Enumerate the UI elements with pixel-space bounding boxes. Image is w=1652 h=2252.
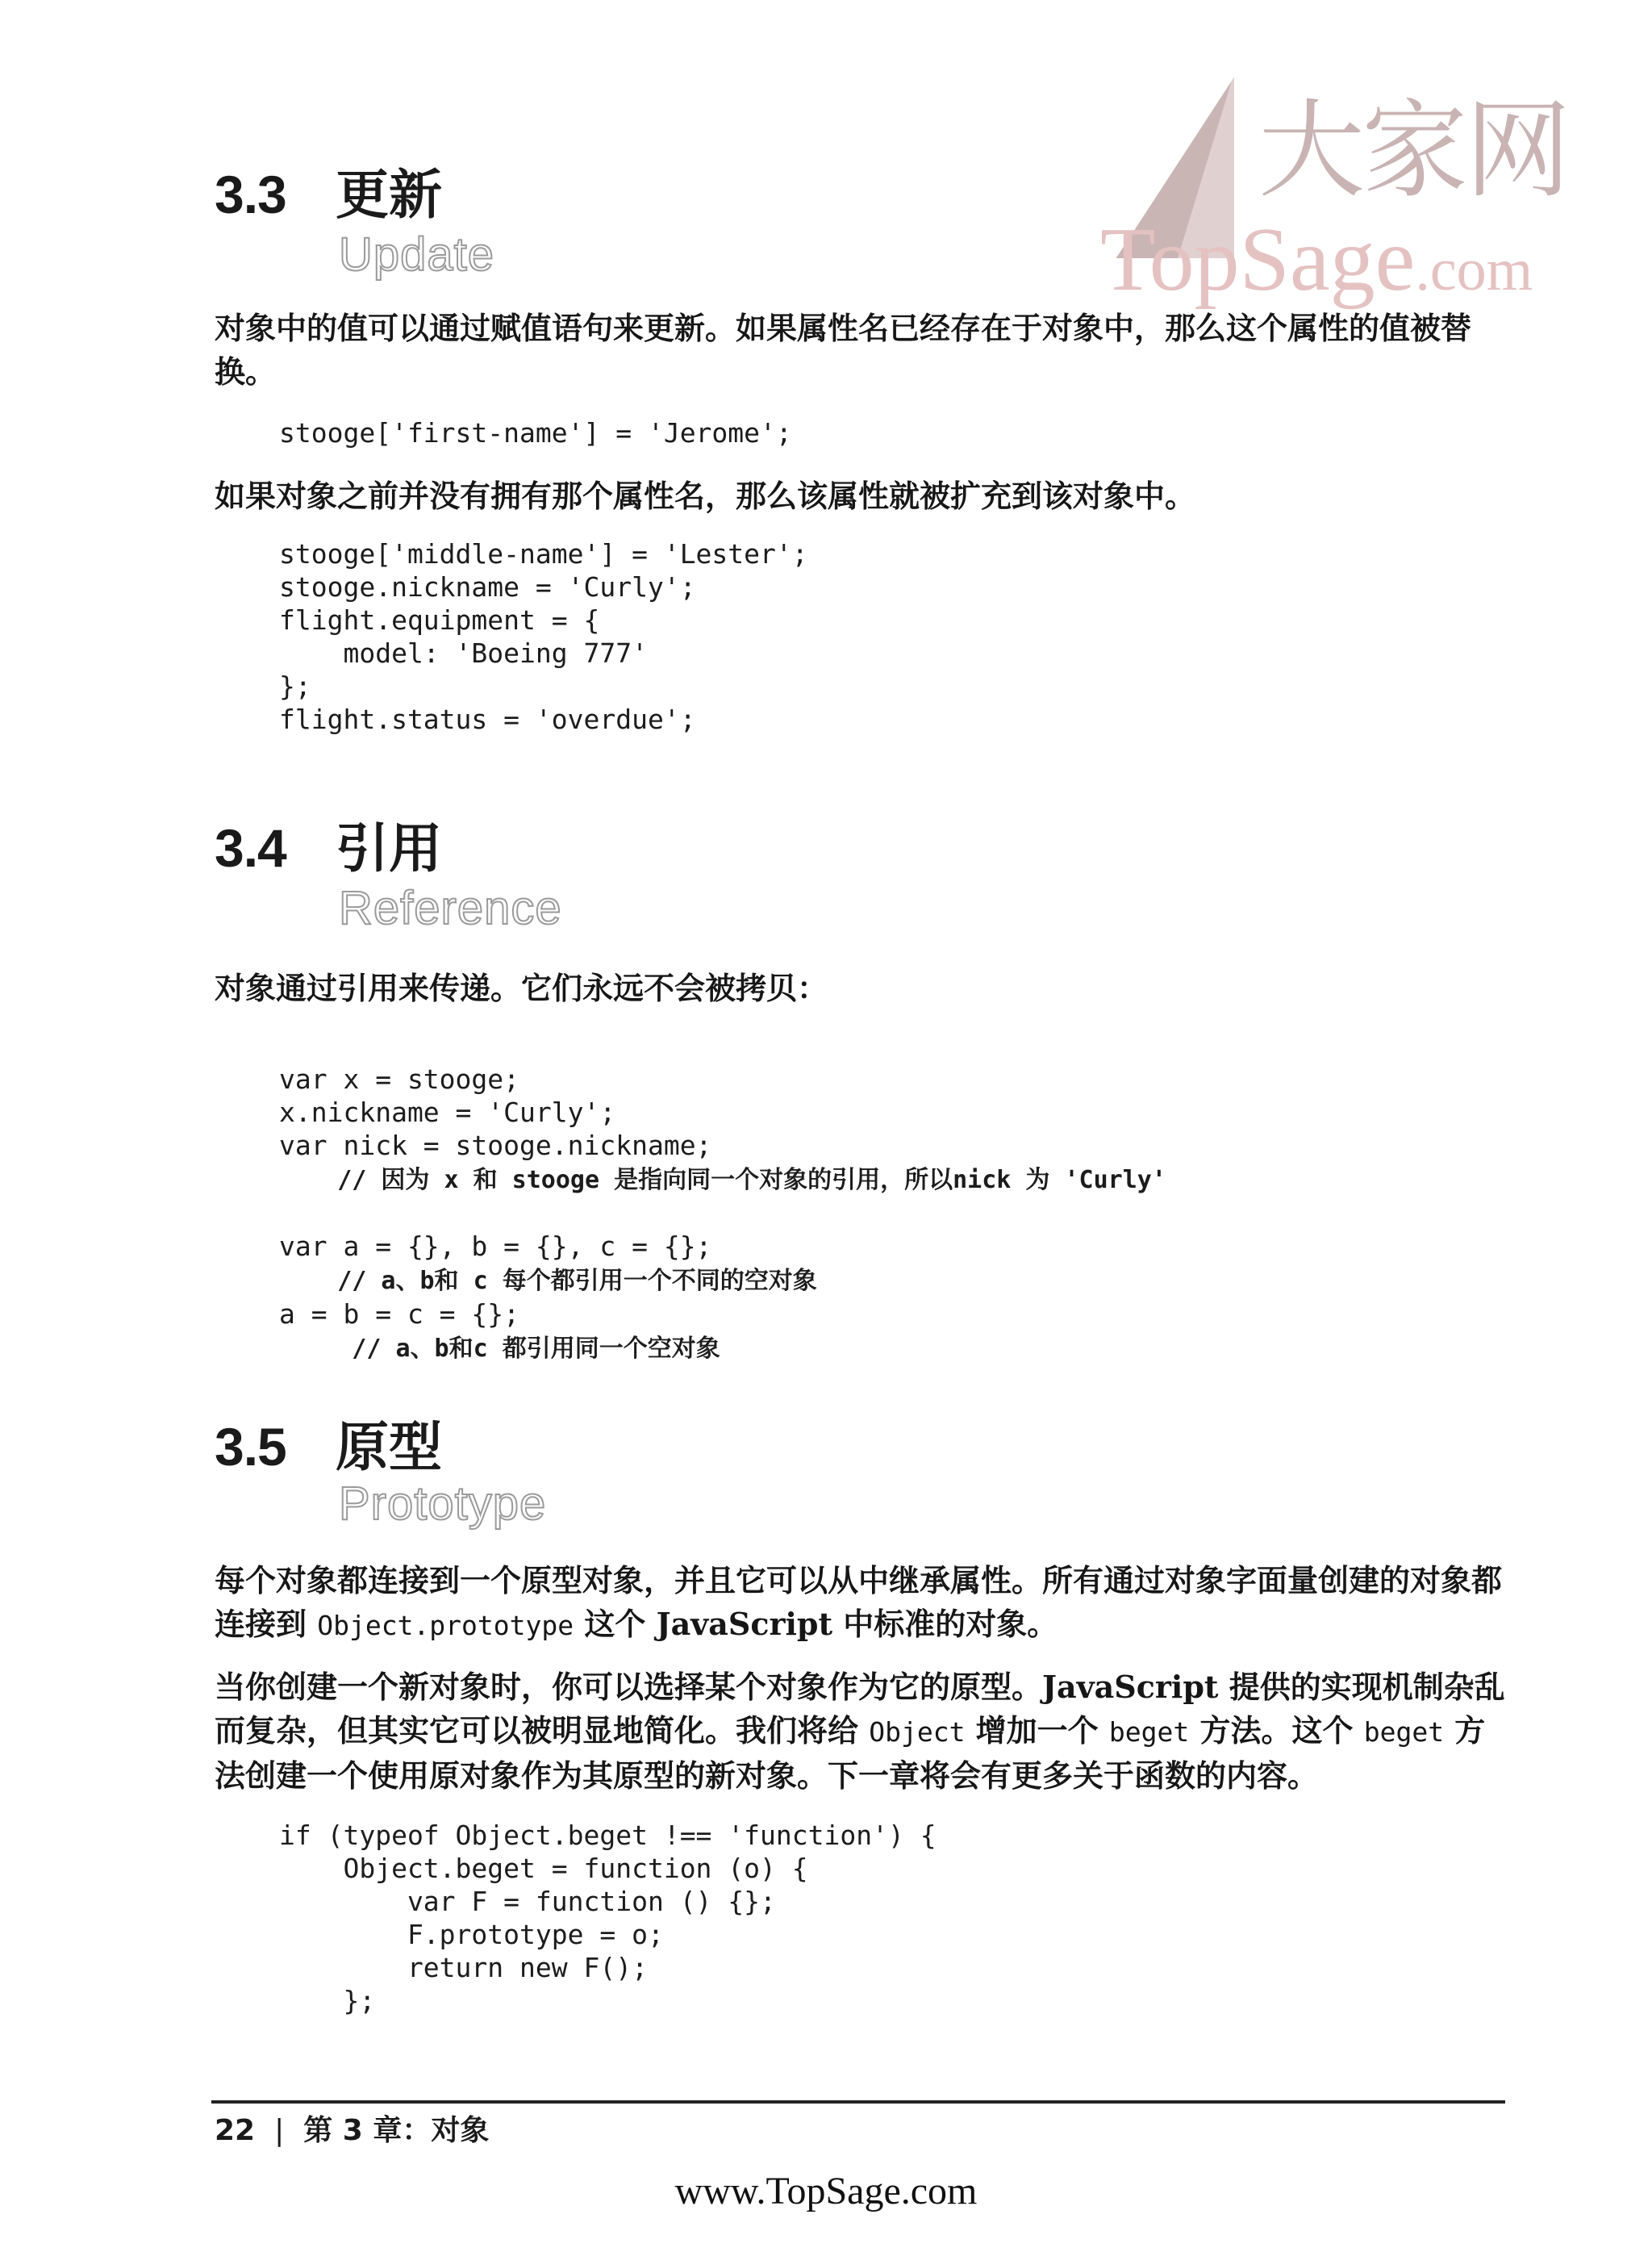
code-comment: // 因为 x 和 stooge 是指向同一个对象的引用，所以nick 为 'Curly': [279, 1166, 1166, 1194]
paragraph-text: 方法。这个: [1189, 1712, 1364, 1749]
section-title: 引用: [336, 817, 442, 879]
paragraph: 如果对象之前并没有拥有那个属性名，那么该属性就被扩充到该对象中。: [215, 478, 1196, 514]
code-block: if (typeof Object.beget !== 'function') { Object.beget = function (o) { var F = function () {}; F.prototype = o; return new F(); };: [279, 1820, 937, 2016]
paragraph: 对象中的值可以通过赋值语句来更新。如果属性名已经存在于对象中，那么这个属性的值被替换。: [215, 310, 1472, 390]
watermark-brand-en: [1100, 208, 1533, 312]
code-line: x.nickname = 'Curly';: [279, 1097, 616, 1128]
code-line: var a = {}, b = {}, c = {};: [279, 1230, 712, 1262]
section-number: 3.5: [215, 1417, 286, 1477]
topsage-watermark: [1097, 48, 1581, 315]
paragraph: 对象通过引用来传递。它们永远不会被拷贝：: [215, 970, 828, 1006]
section-title: 更新: [336, 164, 442, 226]
code-line: var x = stooge;: [279, 1063, 520, 1095]
watermark-brand-domain: .com: [1415, 237, 1533, 303]
paragraph-text: 这个 JavaScript 中标准的对象。: [574, 1606, 1058, 1642]
footer-separator: |: [274, 2114, 285, 2147]
inline-code: beget: [1363, 1716, 1445, 1748]
paragraph: [215, 1665, 1505, 1798]
section-title: 原型: [336, 1416, 442, 1478]
section-heading-3-5: [215, 1404, 442, 1481]
section-heading-3-4: [215, 805, 442, 882]
code-comment: // a、b和c 都引用同一个空对象: [279, 1335, 720, 1363]
paragraph-text: 每个对象都连接到一个原型对象，并且它可以从中继承属性。所有通过对象字面量创建的对象都连接到: [215, 1562, 1503, 1642]
paragraph-text: 方法创建一个使用原对象作为其原型的新对象。下一章将会有更多关于函数的内容。: [215, 1712, 1486, 1794]
watermark-brand-cn: 大家网: [1258, 89, 1568, 213]
paragraph-text: 当你创建一个新对象时，你可以选择某个对象作为它的原型。JavaScript 提供的实现机制杂乱而复杂，但其实它可以被明显地简化。我们将给: [215, 1669, 1505, 1749]
section-subtitle: Reference: [339, 882, 562, 934]
inline-code: beget: [1108, 1716, 1190, 1748]
code-line: var nick = stooge.nickname;: [279, 1130, 712, 1161]
code-block: stooge['middle-name'] = 'Lester'; stooge.nickname = 'Curly'; flight.equipment = { model: 'Boeing 777' }; flight.status = 'overdue';: [279, 538, 808, 735]
watermark-brand-name: TopSage: [1100, 210, 1416, 310]
paragraph-text: 增加一个: [965, 1712, 1109, 1749]
paragraph: [215, 1559, 1505, 1648]
inline-code: Object.prototype: [317, 1610, 574, 1641]
code-comment: // a、b和 c 每个都引用一个不同的空对象: [279, 1267, 817, 1295]
section-subtitle: Prototype: [339, 1477, 547, 1530]
inline-code: Object: [869, 1716, 966, 1748]
chapter-title: 第 3 章：对象: [303, 2114, 490, 2147]
code-line: a = b = c = {};: [279, 1298, 520, 1330]
page-number: 22: [215, 2114, 256, 2147]
section-subtitle: Update: [339, 228, 495, 281]
footer-divider: [211, 2100, 1505, 2104]
code-block: stooge['first-name'] = 'Jerome';: [279, 417, 792, 449]
section-heading-3-3: [215, 152, 442, 228]
section-number: 3.3: [215, 165, 286, 224]
site-url: www.TopSage.com: [674, 2170, 978, 2212]
section-number: 3.4: [215, 818, 286, 878]
running-footer: [215, 2108, 489, 2149]
code-block: [279, 1030, 1166, 1365]
